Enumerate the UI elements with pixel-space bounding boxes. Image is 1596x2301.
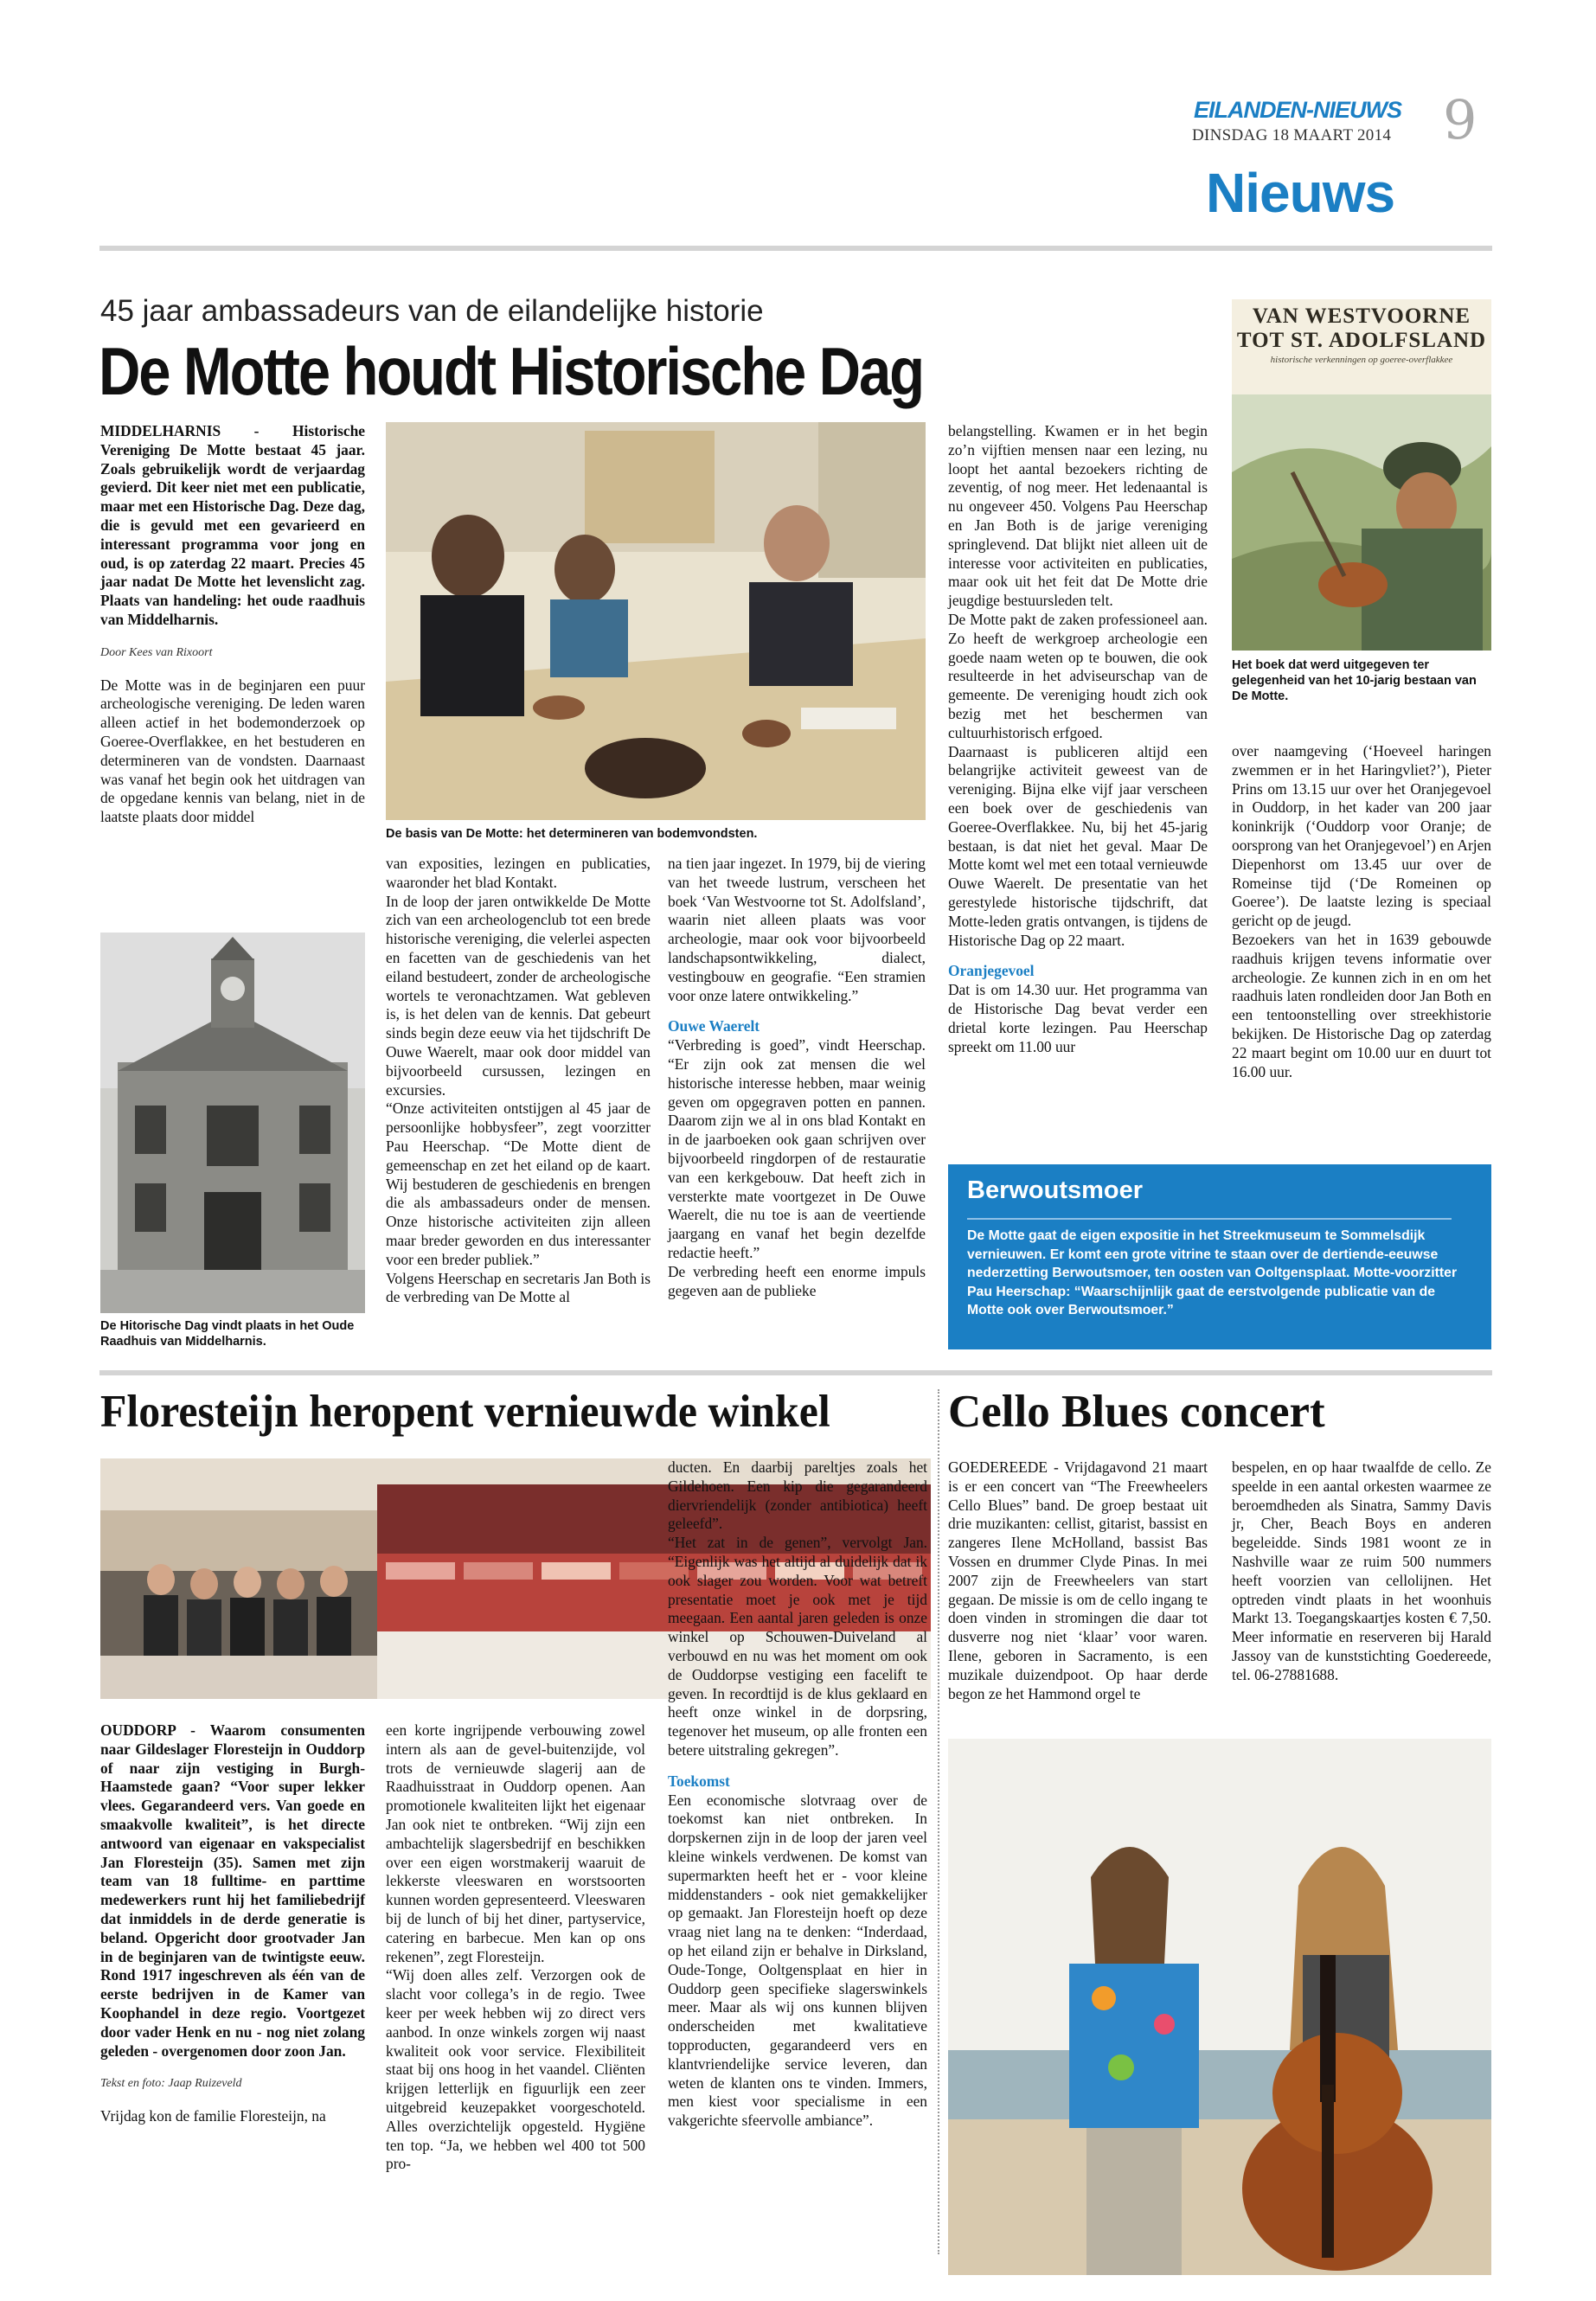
article1-col3-p3: De verbreding heeft een enorme impuls gegeven aan de publieke xyxy=(668,1262,926,1299)
masthead-logo: EILANDEN-NIEUWS xyxy=(1194,97,1401,123)
article1-col5-p1: over naamgeving (‘Hoeveel haringen zwemmen er in het Haringvliet?’), Pieter Prins om 13.15 uur over het Oranjegevoel in Ouddorp, in het kader van 200 jaar koninkrijk (‘Ouddorp voor Oranje; de oorsprong van het Oranjegevoel’) en Arjen Diepenhorst om 13.45 uur over de Romeinse tijd (‘De Romeinen op Goeree’). De laatste lezing is speciaal gericht op de jeugd. xyxy=(1232,742,1491,930)
article1-kicker: 45 jaar ambassadeurs van de eilandelijke historie xyxy=(100,294,764,328)
article2-col3-p1: ducten. En daarbij pareltjes zoals het Gildehoen. Een kip die gegarandeerd diervriendelijk (zonder antibiotica) heeft geleefd”. xyxy=(668,1458,927,1533)
article1-col4-p2: De Motte pakt de zaken professioneel aan. Zo heeft de werkgroep archeologie een goede naam weten op te bouwen, die ook resulteerde in het adviseurschap van de gemeente. De vereniging houdt zich ook bezig met het beschermen van cultuurhistorisch erfgoed. xyxy=(948,610,1208,741)
article1-col2-p2: In de loop der jaren ontwikkelde De Motte zich van een archeologenclub tot een brede historische vereniging, die velerlei aspecten en facetten van de geschiedenis van het eiland bestudeert, zonder de archeologische wortels te veronachtzamen. Wat gebleven is, is het delen van de kennis. Dat gebeurt sinds begin deze eeuw via het tijdschrift De Ouwe Waerelt, maar ook door middel van bijvoorbeeld cursussen, lezingen en excursies. xyxy=(386,892,651,1099)
article2-byline: Tekst en foto: Jaap Ruizeveld xyxy=(100,2077,242,2091)
article2-lead: OUDDORP - Waarom consumenten naar Gildeslager Floresteijn in Ouddorp of naar zijn vestiging in Burgh-Haamstede gaan? “Voor super lekker vlees. Gegarandeerd vers. Van goede en smaakvolle kwaliteit”, is het directe antwoord van eigenaar en vakspecialist Jan Floresteijn (35). Samen met zijn team van 18 fulltime- en parttime medewerkers runt hij het familiebedrijf dat inmiddels in de derde generatie is beland. Opgericht door grootvader Jan in de beginjaren van de twintigste eeuw. Rond 1917 ingeschreven als één van de eerste bedrijven in de Kamer van Koophandel in deze regio. Voortgezet door vader Henk en nu - nog niet zolang geleden - overgenomen door zoon Jan. xyxy=(100,1721,365,2060)
article3-col1 xyxy=(948,1458,1208,1703)
article3-headline: Cello Blues concert xyxy=(948,1387,1325,1437)
article2-col1-end: Vrijdag kon de familie Floresteijn, na xyxy=(100,2107,326,2125)
article1-col2-p3: “Onze activiteiten ontstijgen al 45 jaar de persoonlijke hobbysfeer”, zegt voorzitter Pau Heerschap. “De Motte dient de gemeenschap en zet het eiland op de kaart. Wij bestuderen de geschiedenis en brengen die als ambassadeurs onder de mensen. Onze historische activiteiten zijn alleen maar breder geworden en dus interessanter voor een breder publiek.” xyxy=(386,1099,651,1268)
masthead-date: DINSDAG 18 MAART 2014 xyxy=(1192,126,1392,144)
infobox-text: De Motte gaat de eigen expositie in het Streekmuseum te Sommelsdijk vernieuwen. Er komt een grote vitrine te staan over de dertiende-eeuwse nederzetting Berwoutsmoer, ten oosten van Ooltgensplaat. Motte-voorzitter Pau Heerschap: “Waarschijnlijk gaat de eerstvolgende publicatie van de Motte ook over Berwoutsmoer.” xyxy=(967,1228,1458,1317)
article2-col3-p3: Een economische slotvraag over de toekomst kan niet ontbreken. In dorpskernen zijn in de loop der jaren veel kleine winkels verdwenen. De komst van supermarkten heeft het er - voor kleine middenstanders - ook niet gemakkelijker op gemaakt. Jan Floresteijn hoeft op deze vraag niet lang na te denken: “Inderdaad, op het eiland zijn er behalve in Dirksland, Oude-Tonge, Ooltgensplaat en hier in Ouddorp geen specifieke slagerswinkels meer. Maar als wij ons kunnen blijven onderscheiden met kwalitatieve topproducten, gegarandeerd vers en klantvriendelijke service leveren, dan weten de klanten ons te vinden. Immers, men kiest voor specialisme in een vakgerichte sfeervolle ambiance”. xyxy=(668,1791,927,2130)
article2-col2-p2: “Wij doen alles zelf. Verzorgen ook de slacht voor collega’s in de regio. Twee keer per week hebben wij zo direct vers aanbod. In onze winkels zorgen wij naast kwaliteit ook voor service. Flexibiliteit staat bij ons hoog in het vaandel. Cliënten krijgen letterlijk en figuurlijk een zeer uitgebreid keuzepakket voorgeschoteld. Alles overzichtelijk opgesteld. Hygiëne ten top. “Ja, we hebben wel 400 tot 500 pro- xyxy=(386,1966,645,2173)
header-rule xyxy=(99,246,1492,251)
article-divider xyxy=(99,1370,1492,1375)
article1-col4 xyxy=(948,422,1208,1056)
toekomst-subhead: Toekomst xyxy=(668,1772,730,1790)
article2-col3 xyxy=(668,1458,927,2131)
article2-col3-p2: “Het zat in de genen”, vervolgt Jan. “Eigenlijk was het altijd al duidelijk dat ik ook slager zou worden. Voor wat betreft presentatie moet je ook met je tijd meegaan. Een aantal jaren geleden is onze winkel op Schouwen-Duiveland al verbouwd en nu was het moment om ook de Ouddorpse vestiging een facelift te geven. In recordtijd is de klus geklaard en heeft onze winkel in de dorpsring, tegenover het museum, op alle fronten een betere uitstraling gekregen”. xyxy=(668,1534,927,1759)
article3-col2-body: bespelen, en op haar twaalfde de cello. Ze speelde in een aantal orkesten waarmee ze beroemdheden als Sinatra, Sammy Davis jr, Cher, Beach Boys en anderen begeleidde. Sinds 1981 woont ze in Nashville waar ze ruim 500 nummers heeft voorzien van cellolijnen. Het optreden vindt plaats in het woonhuis Markt 13. Toegangskaartjes kosten € 7,50. Meer informatie en reserveren bij Harald Jassoy van de kunststichting Goedereede, tel. 06-27881688. xyxy=(1232,1458,1491,1683)
article1-byline: Door Kees van Rixoort xyxy=(100,645,213,659)
article1-col4-p1: belangstelling. Kwamen er in het begin zo’n vijftien mensen naar een lezing, nu loopt het aantal bezoekers richting de zeventig, of nog meer. Het ledenaantal is nu ongeveer 450. Volgens Pau Heerschap en Jan Both is de jarige vereniging springlevend. Dat blijkt niet alleen uit de interesse voor activiteiten en publicaties, maar ook uit het feit dat De Motte drie jeugdige bestuursleden telt. xyxy=(948,422,1208,610)
article2-headline: Floresteijn heropent vernieuwde winkel xyxy=(100,1387,830,1437)
page-number: 9 xyxy=(1443,88,1477,151)
article3-col2 xyxy=(1232,1458,1491,1685)
article3-col1-body: GOEDEREEDE - Vrijdagavond 21 maart is er een concert van “The Freewheelers Cello Blues” band. De groep bestaat uit drie muzikanten: cellist, gitarist, bassist en zangeres Ilene McHolland, bassist Bas Vossen en drummer Clyde Pinas. In mei 2007 zijn de Freewheelers van start gegaan. De missie is om de cello ingang te doen vinden in stromingen die daar tot dusverre nog niet ‘klaar’ voor waren. Ilene, geboren in Sacramento, is een muzikale duizendpoot. Op haar derde begon ze het Hammond orgel te xyxy=(948,1458,1208,1702)
meeting-photo-caption: De basis van De Motte: het determineren van bodemvondsten. xyxy=(386,827,758,841)
article1-col2-p4: Volgens Heerschap en secretaris Jan Both is de verbreding van De Motte al xyxy=(386,1269,651,1306)
article1-lead: MIDDELHARNIS - Historische Vereniging De Motte bestaat 45 jaar. Zoals gebruikelijk wordt de verjaardag gevierd. Dit keer niet met een publicatie, maar met een Historische Dag. Deze dag, die is gevuld met een gevarieerd en interessant programma voor jong en oud, is op zaterdag 22 maart. Precies 45 jaar nadat De Motte het levenslicht zag. Plaats van handeling: het oude raadhuis van Middelharnis. xyxy=(100,422,365,628)
article1-col2 xyxy=(386,855,651,1307)
column-separator xyxy=(938,1389,939,2254)
ouwe-waerelt-subhead: Ouwe Waerelt xyxy=(668,1017,760,1035)
article1-col5-p2: Bezoekers van het in 1639 gebouwde raadhuis krijgen tevens informatie over archeologie. Ze kunnen zich in en om het raadhuis laten rondleiden door Jan Both en een tentoonstelling over streekhistorie bekijken. De Historische Dag op zaterdag 22 maart begint om 10.00 uur en duurt tot 16.00 uur. xyxy=(1232,930,1491,1080)
article1-col1 xyxy=(100,422,365,827)
book-subtitle: historische verkenningen op goeree-overflakkee xyxy=(1270,355,1453,365)
oranjegevoel-subhead: Oranjegevoel xyxy=(948,962,1035,980)
article1-col3-p2: “Verbreding is goed”, vindt Heerschap. “Er zijn ook zat mensen die wel historische interesse hebben, maar weinig geven om opgegraven potten en pannen. Daarom zijn we al in ons blad Kontakt en in de jaarboeken ook gaan schrijven over bijvoorbeeld ringdorpen of de restauratie van een kerkgebouw. Dat heeft zich in versterkte mate voortgezet in De Ouwe Waerelt, die nu toe is aan de veertiende jaargang en vanaf het begin dezelfde redactie heeft.” xyxy=(668,1036,926,1261)
book-title-line2: TOT ST. ADOLFSLAND xyxy=(1236,329,1487,352)
article1-col1-body: De Motte was in de beginjaren een puur archeologische vereniging. De leden waren alleen actief in het bodemonderzoek op Goeree-Overflakkee, en het bestuderen en determineren van de vondsten. Daarnaast was vanaf het begin ook het uitdragen van de opgedane kennis van belang, niet in de laatste plaats door middel xyxy=(100,676,365,826)
article1-col2-p1: van exposities, lezingen en publicaties, waaronder het blad Kontakt. xyxy=(386,855,651,891)
motte-meeting-photo xyxy=(386,422,926,820)
townhall-caption: De Hitorische Dag vindt plaats in het Oude Raadhuis van Middelharnis. xyxy=(100,1319,355,1349)
book-title-line1: VAN WESTVOORNE xyxy=(1252,304,1471,328)
article2-col2 xyxy=(386,1721,645,2174)
cello-concert-photo xyxy=(948,1739,1491,2275)
section-title: Nieuws xyxy=(1206,162,1395,224)
townhall-photo xyxy=(100,933,365,1313)
article1-col3 xyxy=(668,855,926,1300)
infobox-title: Berwoutsmoer xyxy=(967,1176,1144,1204)
article2-col1 xyxy=(100,1721,365,2126)
article2-col2-p1: een korte ingrijpende verbouwing zowel intern als aan de gevel-buitenzijde, vol trots de vernieuwde slagerij aan de Raadhuisstraat in Ouddorp openen. Aan promotionele kwaliteiten lijkt het eigenaar Jan ook niet te ontbreken. “Wij zijn een ambachtelijk slagersbedrijf en beschikken over een eigen worstmakerij waaruit de lekkerste vleeswaren en worstsoorten kunnen worden gepresenteerd. Vleeswaren bij de lunch of bij het diner, partyservice, catering en barbecue. Men kan op ons rekenen”, zegt Floresteijn. xyxy=(386,1721,645,1965)
article1-col4-p3: Daarnaast is publiceren altijd een belangrijke activiteit geweest van de vereniging. Bijna elke vijf jaar verscheen een boek over de geschiedenis van Goeree-Overflakkee. Nu, bij het 45-jarig bestaan, is dat niet het geval. Maar De Motte komt wel met een totaal vernieuwde Ouwe Waerelt. De presentatie van het gerestylede historische tijdschrift, dat Motte-leden gratis ontvangen, is tijdens de Historische Dag op 22 maart. xyxy=(948,742,1208,949)
berwoutsmoer-infobox xyxy=(948,1164,1491,1349)
article1-col4-p4: Dat is om 14.30 uur. Het programma van de Historische Dag bevat verder een drietal korte lezingen. Pau Heerschap spreekt om 11.00 uur xyxy=(948,981,1208,1055)
article1-col3-p1: na tien jaar ingezet. In 1979, bij de viering van het tweede lustrum, verscheen het boek ‘Van Westvoorne tot St. Adolfsland’, waarin niet alleen plaats was voor archeologie, maar ook voor bijvoorbeeld landschapsontwikkeling, dialect, vestingbouw en geografie. “Een stramien voor onze latere ontwikkeling.” xyxy=(668,855,926,1004)
article1-headline: De Motte houdt Historische Dag xyxy=(99,333,923,409)
article1-col5 xyxy=(1232,742,1491,1081)
book-caption: Het boek dat werd uitgegeven ter gelegenheid van het 10-jarig bestaan van De Motte. xyxy=(1232,658,1477,703)
